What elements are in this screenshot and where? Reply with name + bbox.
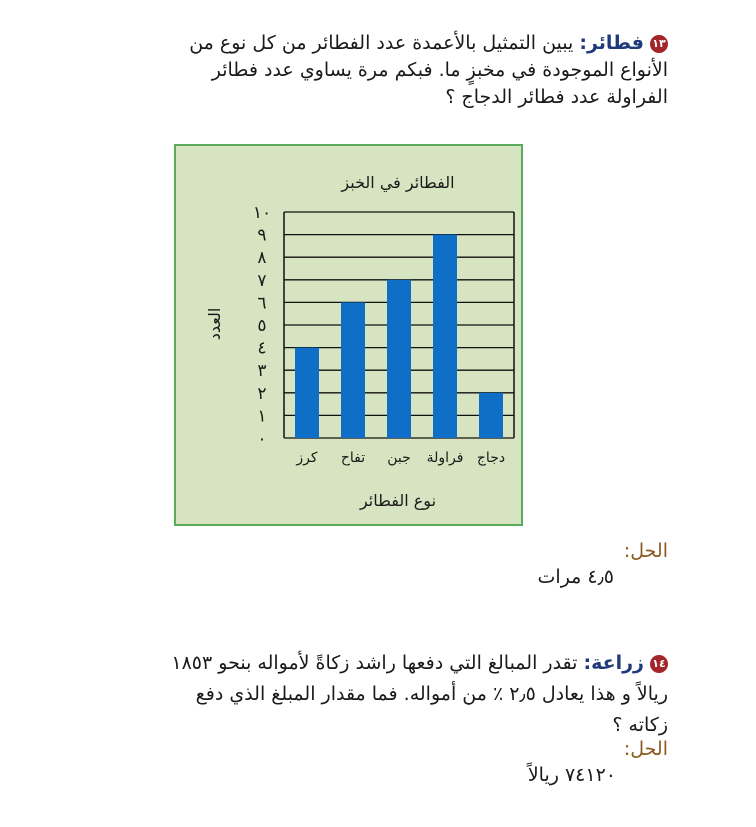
problem-14-keyword: زراعة: [583,652,644,674]
x-tick-label: كرز [296,450,318,466]
x-tick-label: فراولة [426,450,464,466]
bar [433,235,457,438]
problem-14-text-2: ريالاً و هذا يعادل ٢٫٥ ٪ من أمواله. فما مقدار المبلغ الذي دفع [195,683,668,705]
bar [387,280,411,438]
y-tick-label: ٦ [257,293,267,314]
problem-14-answer: ٧٤١٢٠ ريالاً [527,764,616,786]
problem-13-answer: ٤٫٥ مرات [537,566,614,588]
bar [341,302,365,438]
bar [479,393,503,438]
bar [295,348,319,438]
problem-14 [88,648,668,741]
y-tick-label: ١ [257,406,267,427]
y-tick-label: ٥ [257,316,267,336]
y-tick-label: ١٠ [252,203,272,223]
y-axis-label: العدد [205,307,224,341]
y-tick-label: ٣ [257,361,267,382]
problem-13-line1 [108,30,668,57]
x-tick-label: جبن [387,450,411,466]
x-tick-label: تفاح [340,450,366,466]
problem-14-text-1: تقدر المبالغ التي دفعها راشد زكاةً لأمواله بنحو ١٨٥٣ [171,652,578,674]
problem-14-number-badge: ١٤ [650,655,668,673]
y-tick-label: ٠ [257,429,267,449]
x-tick-label: دجاج [476,450,506,466]
problem-14-text-3: زكاته ؟ [612,714,668,736]
problem-13-text-2: الأنواع الموجودة في مخبزٍ ما. فبكم مرة يساوي عدد فطائر [211,59,668,81]
problem-13-text-3: الفراولة عدد فطائر الدجاج ؟ [445,86,668,108]
y-tick-label: ٨ [257,248,267,269]
problem-14-solution-label: الحل: [623,738,668,760]
x-axis-label: نوع الفطائر [359,491,437,510]
bar-chart-panel [174,144,523,526]
y-tick-label: ٤ [257,338,267,359]
problem-13-keyword: فطائر: [579,32,644,54]
problem-13-text-1: يبين التمثيل بالأعمدة عدد الفطائر من كل نوع من [189,32,574,54]
problem-13-solution-label: الحل: [623,540,668,562]
problem-14-line1 [88,648,668,679]
chart-title: الفطائر في الخبز [341,173,455,192]
y-tick-label: ٧ [257,270,267,291]
y-tick-label: ٩ [257,225,267,246]
y-tick-label: ٢ [257,383,267,404]
problem-13 [108,30,668,111]
bar-chart [176,146,521,524]
problem-13-number-badge: ١٣ [650,35,668,53]
